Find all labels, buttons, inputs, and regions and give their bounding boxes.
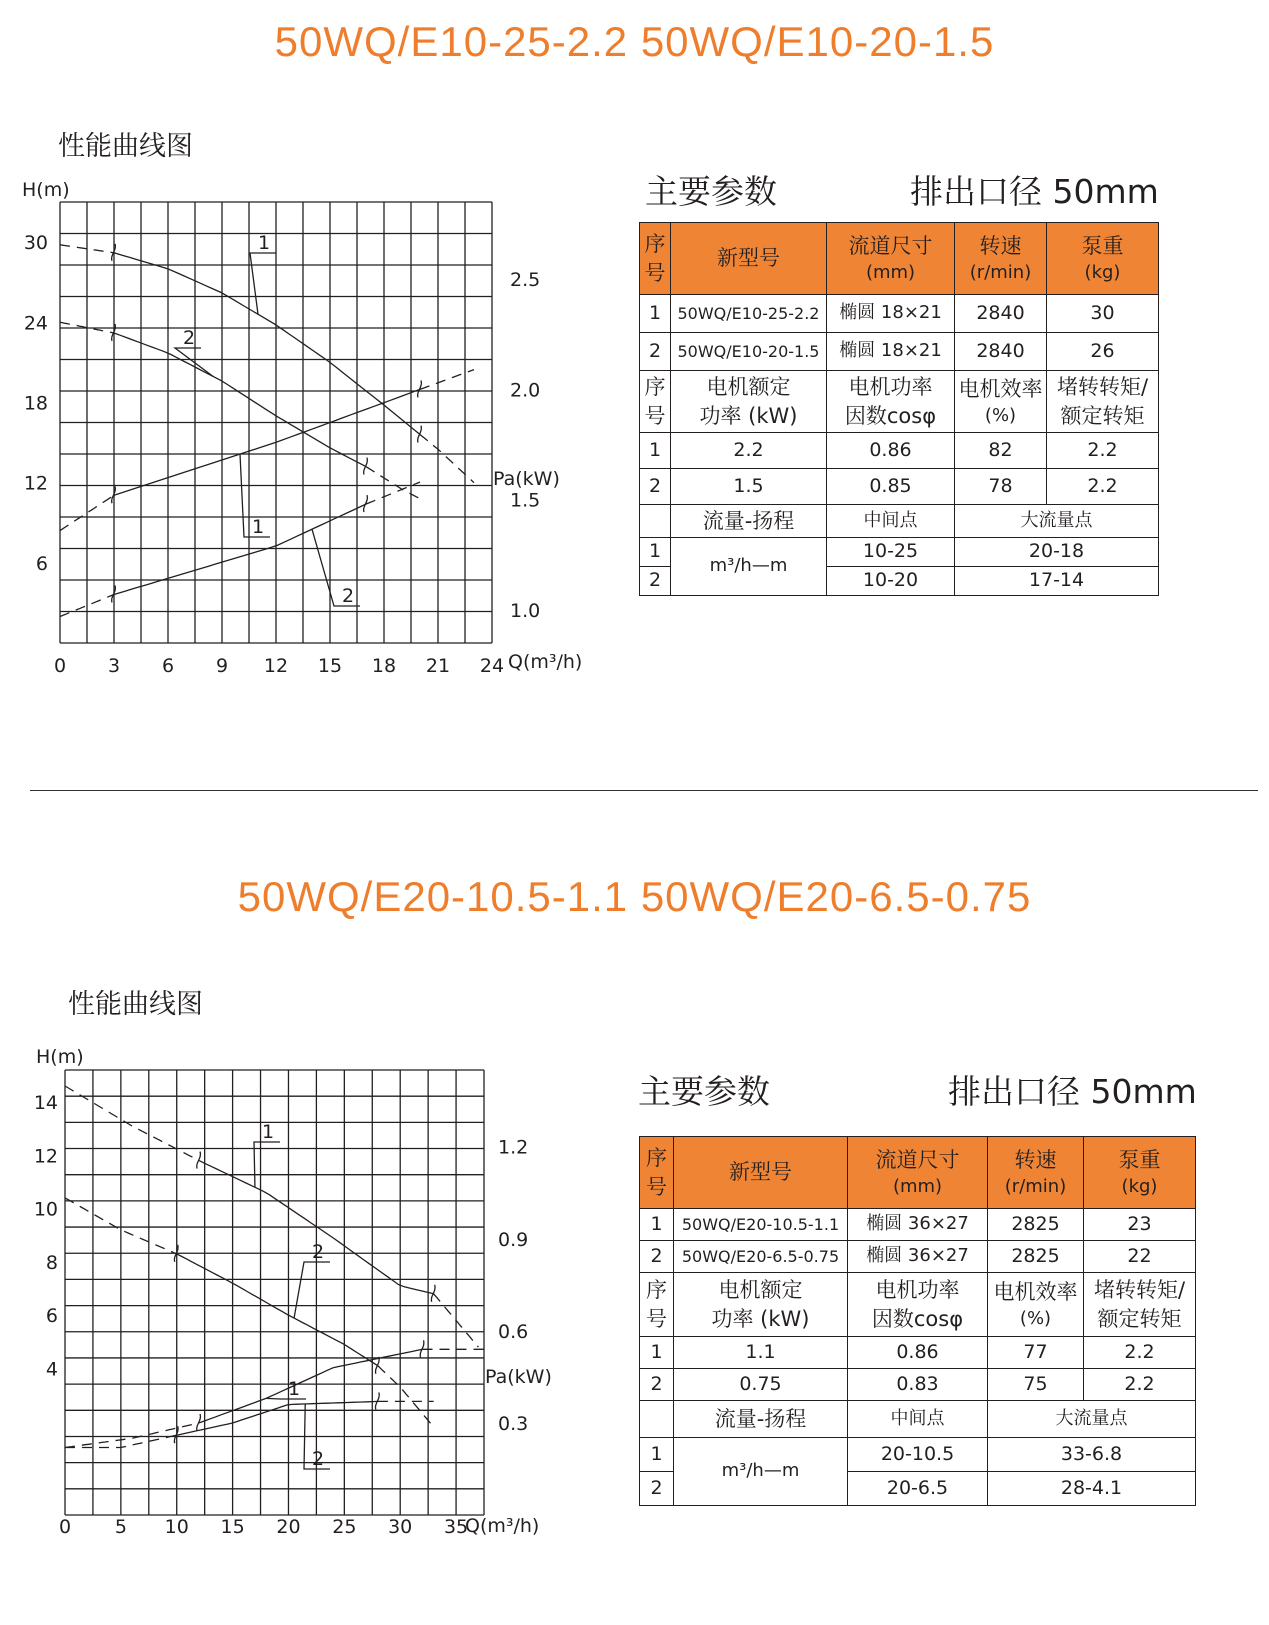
row-channel: 椭圆 36×27 (848, 1209, 988, 1241)
y-axis-label: H(m) (22, 179, 70, 201)
performance-chart-1 (0, 180, 600, 680)
row-torque: 2.2 (1084, 1369, 1196, 1401)
curve-label: 2 (311, 1448, 325, 1470)
row-no: 1 (640, 295, 671, 333)
header-weight-unit: (kg) (1121, 1175, 1158, 1197)
header-speed-unit: (r/min) (1004, 1175, 1067, 1197)
curve-label: 1 (261, 1121, 275, 1143)
x-axis-label: Q(m³/h) (465, 1515, 540, 1537)
row-no: 2 (640, 333, 671, 371)
table-row (640, 469, 1159, 505)
y-tick-label: 14 (33, 1091, 58, 1114)
row-speed: 2825 (988, 1209, 1084, 1241)
x-tick-label: 3 (107, 655, 121, 677)
row-pf: 0.83 (848, 1369, 988, 1401)
subheader-eff-l1: 电机效率 (993, 1280, 1078, 1305)
subheader-pf-l1: 电机功率 (875, 1278, 960, 1303)
header-no: 序号 (640, 1137, 674, 1209)
subheader-flow-head: 流量-扬程 (674, 1401, 848, 1438)
subheader-pf (848, 1273, 988, 1337)
subheader-eff-l2: (%) (1019, 1307, 1052, 1329)
x-tick-label: 10 (164, 1516, 189, 1538)
row-mid: 20-6.5 (848, 1472, 988, 1506)
header-weight-label: 泵重 (1081, 234, 1124, 259)
x-tick-label: 25 (332, 1516, 357, 1538)
series-2-curve (114, 333, 366, 467)
curve-label-leader (294, 1262, 330, 1318)
row-no: 2 (640, 469, 671, 505)
x-tick-label: 35 (443, 1516, 469, 1538)
subheader-flow-head: 流量-扬程 (671, 505, 827, 538)
param-2-heading: 主要参数 (638, 1072, 770, 1111)
row-no: 1 (640, 1438, 674, 1472)
subheader-torque-l1: 堵转转矩/ (1056, 375, 1149, 400)
x-tick-label: 0 (53, 655, 67, 677)
curve-label-leader (250, 253, 276, 314)
y2-tick-label: 1.0 (510, 599, 541, 622)
x-tick-label: 20 (276, 1516, 301, 1538)
subheader-power-l1: 电机额定 (718, 1278, 803, 1303)
header-channel-unit: (mm) (892, 1175, 943, 1197)
params-table-2 (639, 1136, 1196, 1506)
subheader-power-l2: 功率 (kW) (711, 1306, 810, 1331)
row-no: 1 (640, 1337, 674, 1369)
subheader-power-l2: 功率 (kW) (699, 403, 798, 428)
y-tick-label: 8 (45, 1251, 58, 1274)
x-tick-label: 9 (215, 655, 229, 677)
y-tick-label: 4 (45, 1358, 58, 1381)
table-row (640, 295, 1159, 333)
row-no: 2 (640, 567, 671, 596)
subheader-pf-l2: 因数cosφ (844, 403, 937, 428)
row-model: 50WQ/E10-20-1.5 (671, 333, 827, 371)
row-no: 2 (640, 1369, 674, 1401)
y2-tick-label: 0.9 (498, 1228, 529, 1251)
row-weight: 23 (1084, 1209, 1196, 1241)
x-tick-label: 0 (58, 1516, 72, 1538)
row-channel: 椭圆 18×21 (827, 295, 955, 333)
row-power: 0.75 (674, 1369, 848, 1401)
row-speed: 2840 (955, 333, 1047, 371)
series-1-dashed-end (420, 435, 474, 483)
table-row (640, 1337, 1196, 1369)
y-tick-label: 6 (45, 1305, 58, 1328)
row-model: 50WQ/E20-6.5-0.75 (674, 1241, 848, 1273)
y-tick-label: 10 (33, 1198, 58, 1221)
subheader-pf-l1: 电机功率 (848, 375, 933, 400)
y-axis-label: H(m) (36, 1046, 84, 1068)
header-channel (827, 223, 955, 295)
performance-chart-2 (0, 1045, 600, 1570)
series-1-dashed-start (65, 1086, 199, 1161)
header-weight-unit: (kg) (1084, 261, 1121, 283)
row-large: 20-18 (955, 538, 1159, 567)
y-tick-label: 12 (23, 472, 48, 495)
y-tick-label: 18 (23, 392, 48, 415)
table-row (640, 433, 1159, 469)
row-power: 1.1 (674, 1337, 848, 1369)
table-row (640, 1369, 1196, 1401)
row-eff: 75 (988, 1369, 1084, 1401)
chart-2-heading: 性能曲线图 (68, 989, 203, 1020)
x-tick-label: 15 (220, 1516, 245, 1538)
x-tick-label: 5 (114, 1516, 127, 1538)
table-row (640, 1209, 1196, 1241)
header-speed-label: 转速 (1014, 1148, 1057, 1173)
section-divider (30, 790, 1258, 791)
subheader-no: 序号 (640, 371, 671, 433)
curve-label: 1 (257, 232, 271, 254)
row-power: 2.2 (671, 433, 827, 469)
x-tick-label: 6 (161, 655, 175, 677)
params-table-1 (639, 222, 1159, 596)
x-tick-label: 15 (317, 655, 343, 677)
header-speed (988, 1137, 1084, 1209)
series-3-curve (114, 389, 420, 495)
subheader-pf-l2: 因数cosφ (871, 1306, 964, 1331)
header-no: 序号 (640, 223, 671, 295)
header-weight (1084, 1137, 1196, 1209)
row-channel: 椭圆 36×27 (848, 1241, 988, 1273)
subheader-large: 大流量点 (955, 505, 1159, 538)
row-speed: 2840 (955, 295, 1047, 333)
row-torque: 2.2 (1084, 1337, 1196, 1369)
subheader-eff-l1: 电机效率 (958, 377, 1043, 402)
subheader-mid: 中间点 (827, 505, 955, 538)
series-4-curve (177, 1401, 378, 1435)
header-channel (848, 1137, 988, 1209)
table-subheader-row (640, 505, 1159, 538)
header-channel-unit: (mm) (865, 261, 916, 283)
series-1-curve (114, 253, 420, 435)
row-unit-label: m³/h—m (671, 538, 827, 596)
subheader-no: 序号 (640, 1273, 674, 1337)
y2-tick-label: 2.0 (510, 379, 541, 402)
table-header-row (640, 1137, 1196, 1209)
outlet-2-heading: 排出口径 50mm (948, 1072, 1197, 1111)
row-pf: 0.86 (848, 1337, 988, 1369)
series-3-dashed-end (420, 370, 474, 390)
table-row (640, 538, 1159, 567)
row-unit-label: m³/h—m (674, 1438, 848, 1506)
subheader-mid: 中间点 (848, 1401, 988, 1438)
header-model: 新型号 (674, 1137, 848, 1209)
row-pf: 0.86 (827, 433, 955, 469)
row-mid: 10-20 (827, 567, 955, 596)
x-tick-label: 12 (263, 655, 289, 677)
row-model: 50WQ/E20-10.5-1.1 (674, 1209, 848, 1241)
table-subheader-row (640, 1273, 1196, 1337)
header-weight (1047, 223, 1159, 295)
series-2-dashed-end (378, 1366, 434, 1427)
row-large: 17-14 (955, 567, 1159, 596)
curve-label: 1 (287, 1378, 301, 1400)
row-no: 1 (640, 1209, 674, 1241)
subheader-eff (988, 1273, 1084, 1337)
subheader-pf (827, 371, 955, 433)
section-1-title: 50WQ/E10-25-2.2 50WQ/E10-20-1.5 (274, 18, 995, 65)
row-no: 2 (640, 1472, 674, 1506)
operating-range-marker (418, 426, 422, 443)
table-row (640, 1438, 1196, 1472)
table-row (640, 333, 1159, 371)
subheader-torque (1084, 1273, 1196, 1337)
row-torque: 2.2 (1047, 433, 1159, 469)
subheader-empty (640, 505, 671, 538)
table-subheader-row (640, 1401, 1196, 1438)
curve-label: 2 (341, 585, 355, 607)
row-large: 28-4.1 (988, 1472, 1196, 1506)
y-tick-label: 12 (33, 1145, 58, 1168)
header-channel-label: 流道尺寸 (848, 234, 933, 259)
row-eff: 78 (955, 469, 1047, 505)
y2-axis-label: Pa(kW) (493, 468, 560, 490)
operating-range-marker (197, 1152, 201, 1169)
subheader-torque (1047, 371, 1159, 433)
subheader-power (674, 1273, 848, 1337)
header-speed-label: 转速 (979, 234, 1022, 259)
header-weight-label: 泵重 (1118, 1148, 1161, 1173)
subheader-torque-l2: 额定转矩 (1060, 403, 1145, 428)
curve-label: 1 (251, 516, 265, 538)
subheader-torque-l1: 堵转转矩/ (1093, 1278, 1186, 1303)
subheader-empty (640, 1401, 674, 1438)
x-tick-label: 30 (388, 1516, 413, 1538)
header-channel-label: 流道尺寸 (875, 1148, 960, 1173)
x-axis-label: Q(m³/h) (508, 651, 583, 673)
row-no: 1 (640, 433, 671, 469)
row-mid: 20-10.5 (848, 1438, 988, 1472)
row-weight: 22 (1084, 1241, 1196, 1273)
row-pf: 0.85 (827, 469, 955, 505)
y2-tick-label: 0.6 (498, 1320, 529, 1343)
y2-tick-label: 0.3 (498, 1412, 529, 1435)
chart-1-heading: 性能曲线图 (58, 131, 193, 162)
header-speed-unit: (r/min) (969, 261, 1032, 283)
row-model: 50WQ/E10-25-2.2 (671, 295, 827, 333)
subheader-eff-l2: (%) (984, 404, 1017, 426)
row-no: 1 (640, 538, 671, 567)
row-speed: 2825 (988, 1241, 1084, 1273)
row-no: 2 (640, 1241, 674, 1273)
y2-tick-label: 2.5 (510, 269, 541, 292)
table-subheader-row (640, 371, 1159, 433)
curve-label: 2 (182, 327, 196, 349)
series-4-curve (114, 504, 366, 594)
y2-tick-label: 1.2 (498, 1136, 529, 1159)
row-channel: 椭圆 18×21 (827, 333, 955, 371)
table-row (640, 1241, 1196, 1273)
subheader-power-l1: 电机额定 (706, 375, 791, 400)
series-2-dashed-end (366, 467, 420, 499)
subheader-eff (955, 371, 1047, 433)
y2-axis-label: Pa(kW) (485, 1366, 552, 1388)
y-tick-label: 24 (23, 312, 48, 335)
row-mid: 10-25 (827, 538, 955, 567)
param-1-heading: 主要参数 (645, 172, 777, 211)
row-large: 33-6.8 (988, 1438, 1196, 1472)
y2-tick-label: 1.5 (510, 489, 541, 512)
table-header-row (640, 223, 1159, 295)
y-tick-label: 30 (23, 232, 48, 255)
outlet-1-heading: 排出口径 50mm (910, 172, 1159, 211)
series-2-curve (177, 1254, 378, 1366)
row-eff: 77 (988, 1337, 1084, 1369)
row-torque: 2.2 (1047, 469, 1159, 505)
row-weight: 30 (1047, 295, 1159, 333)
section-2-title: 50WQ/E20-10.5-1.1 50WQ/E20-6.5-0.75 (237, 873, 1032, 920)
row-power: 1.5 (671, 469, 827, 505)
row-eff: 82 (955, 433, 1047, 469)
curve-label: 2 (311, 1241, 325, 1263)
subheader-large: 大流量点 (988, 1401, 1196, 1438)
x-tick-label: 18 (371, 655, 397, 677)
header-speed (955, 223, 1047, 295)
y-tick-label: 6 (35, 552, 48, 575)
row-weight: 26 (1047, 333, 1159, 371)
curve-label-leader (175, 348, 213, 376)
x-tick-label: 24 (479, 655, 505, 677)
header-model: 新型号 (671, 223, 827, 295)
subheader-torque-l2: 额定转矩 (1097, 1306, 1182, 1331)
subheader-power (671, 371, 827, 433)
x-tick-label: 21 (425, 655, 451, 677)
